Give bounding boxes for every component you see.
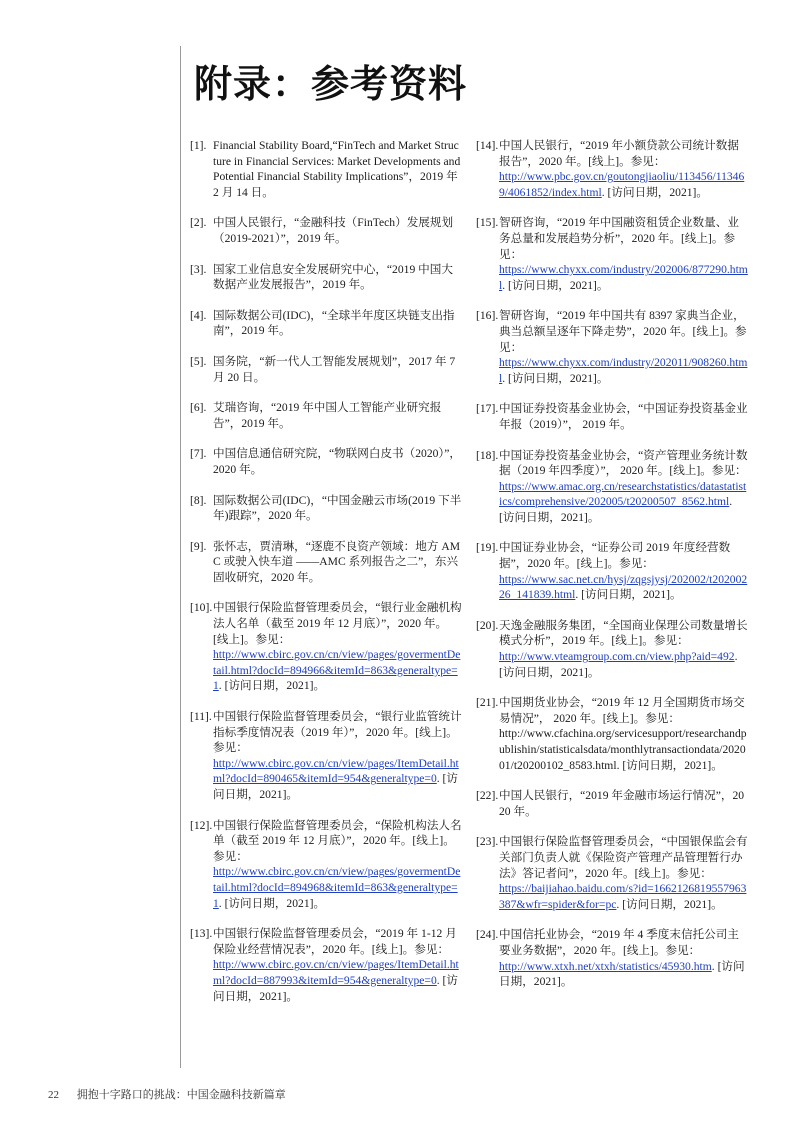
reference-body: [499, 215, 748, 293]
reference-body: [213, 539, 462, 586]
reference-text: 张怀志，贾清琳，“逐鹿不良资产领域：地方 AMC 或驶入快车道 ——AMC 系列报告之二”，东兴固收研究，2020 年。: [213, 539, 461, 584]
reference-link[interactable]: http://www.cbirc.gov.cn/cn/view/pages/ItemDetail.html?docId=887993&itemId=954&generaltype=0: [213, 958, 459, 987]
reference-link[interactable]: https://baijiahao.baidu.com/s?id=1662126819557963387&wfr=spider&for=pc: [499, 882, 747, 911]
reference-item: [190, 709, 462, 803]
page-title: 附录：参考资料: [194, 62, 468, 106]
reference-number: [3].: [190, 262, 207, 276]
reference-body: [499, 834, 748, 912]
reference-body: [499, 540, 748, 602]
reference-item: [190, 308, 462, 339]
reference-text: 中国证券业协会，“证券公司 2019 年度经营数据”，2020 年。[线上]。参见：: [499, 541, 731, 571]
reference-link[interactable]: http://www.xtxh.net/xtxh/statistics/45930.htm: [499, 959, 712, 973]
reference-access-date: . [访问日期，2021]。: [499, 495, 733, 524]
reference-number: [16].: [476, 309, 499, 323]
reference-text: 国际数据公司(IDC)，“中国金融云市场(2019 下半年)跟踪”，2020 年。: [213, 493, 462, 523]
reference-item: [190, 600, 462, 694]
column-divider: [180, 46, 181, 1068]
reference-number: [7].: [190, 447, 207, 461]
reference-number: [15].: [476, 216, 499, 230]
reference-item: [190, 138, 462, 200]
reference-access-date: . [访问日期，2021]。: [213, 973, 459, 1003]
reference-link[interactable]: http://www.cbirc.gov.cn/cn/view/pages/govermentDetail.html?docId=894968&itemId=863&generaltype=1: [213, 865, 461, 910]
reference-item: [476, 927, 748, 989]
reference-number: [14].: [476, 139, 499, 152]
reference-body: [213, 262, 462, 293]
reference-body: [213, 493, 462, 524]
reference-access-date: . [访问日期，2021]。: [616, 758, 723, 772]
reference-item: [190, 262, 462, 293]
reference-number: [24].: [476, 928, 499, 942]
reference-item: [476, 695, 748, 773]
reference-number: [20].: [476, 618, 499, 632]
reference-body: [213, 818, 462, 912]
reference-number: [1].: [190, 139, 207, 152]
reference-link[interactable]: https://www.chyxx.com/industry/202006/877290.html: [499, 263, 748, 292]
reference-number: [23].: [476, 835, 499, 849]
reference-body: [213, 926, 462, 1004]
reference-number: [18].: [476, 448, 499, 462]
reference-item: [190, 446, 462, 477]
reference-text: 中国证券投资基金业协会，“中国证券投资基金业年报（2019）”， 2019 年。: [499, 402, 748, 431]
reference-number: [19].: [476, 541, 499, 555]
reference-item: [190, 539, 462, 586]
references-left-column: [190, 138, 462, 1019]
reference-text: 智研咨询，“2019 年中国共有 8397 家典当企业，典当总额呈逐年下降走势”，2020 年。[线上]。参见：: [499, 309, 747, 354]
reference-number: [5].: [190, 354, 207, 368]
reference-access-date: . [访问日期，2021]。: [218, 679, 326, 693]
reference-access-date: . [访问日期，2021]。: [502, 278, 609, 292]
reference-number: [21].: [476, 696, 499, 710]
reference-text: 中国银行保险监督管理委员会，“银行业监管统计指标季度情况表（2019 年）”，2020 年。[线上]。参见：: [213, 710, 462, 755]
reference-access-date: . [访问日期，2021]。: [502, 371, 609, 385]
reference-number: [13].: [190, 927, 213, 941]
reference-text: 中国人民银行，“2019 年小额贷款公司统计数据报告”，2020 年。[线上]。参见：: [499, 139, 739, 168]
reference-access-date: . [访问日期，2021]。: [218, 896, 326, 910]
reference-item: [476, 618, 748, 680]
reference-text: 中国银行保险监督管理委员会，“2019 年 1-12 月保险业经营情况表”，2020 年。[线上]。参见：: [213, 927, 457, 956]
reference-link[interactable]: https://www.sac.net.cn/hysj/zqgsjysj/202002/t20200226_141839.html: [499, 572, 748, 602]
reference-item: [190, 215, 462, 246]
reference-access-date: . [访问日期，2021]。: [213, 772, 459, 801]
reference-number: [11].: [190, 710, 212, 724]
reference-item: [476, 215, 748, 293]
reference-text: 中国证券投资基金业协会，“资产管理业务统计数据（2019 年四季度）”， 2020 年。[线上]。参见：: [499, 448, 748, 478]
reference-body: [213, 600, 462, 694]
reference-number: [10].: [190, 601, 213, 615]
reference-item: [476, 401, 748, 432]
reference-text: 中国银行保险监督管理委员会，“保险机构法人名单（截至 2019 年 12 月底）”，2020 年。[线上]。参见：: [213, 818, 462, 863]
reference-link[interactable]: https://www.chyxx.com/industry/202011/908260.html: [499, 356, 748, 385]
reference-number: [4].: [190, 308, 207, 322]
reference-text: Financial Stability Board,“FinTech and Market Structure in Financial Services: Market Developments and Potential Financial Stability Implications”，2019 年 2 月 14 日。: [213, 139, 461, 199]
reference-item: [476, 308, 748, 386]
reference-access-date: . [访问日期，2021]。: [499, 959, 745, 989]
page-number: 22: [48, 1089, 59, 1101]
reference-item: [190, 400, 462, 431]
reference-body: [499, 401, 748, 432]
reference-access-date: . [访问日期，2021]。: [601, 185, 709, 199]
reference-body: [213, 400, 462, 431]
reference-text: 国际数据公司(IDC)，“全球半年度区块链支出指南”，2019 年。: [213, 308, 455, 338]
reference-text: 艾瑞咨询，“2019 年中国人工智能产业研究报告”，2019 年。: [213, 401, 442, 430]
reference-link[interactable]: http://www.pbc.gov.cn/goutongjiaoliu/113456/113469/4061852/index.html: [499, 170, 745, 199]
reference-number: [17].: [476, 402, 499, 416]
reference-number: [8].: [190, 493, 207, 507]
reference-number: [22].: [476, 789, 499, 803]
reference-text: 中国信托业协会，“2019 年 4 季度末信托公司主要业务数据”，2020 年。[线上]。参见：: [499, 928, 739, 957]
reference-body: [499, 618, 748, 680]
reference-item: [190, 818, 462, 912]
reference-body: [213, 308, 462, 339]
reference-body: [213, 709, 462, 803]
reference-item: [476, 138, 748, 200]
reference-body: [499, 788, 748, 819]
reference-text: 天逸金融服务集团，“全国商业保理公司数量增长模式分析”，2019 年。[线上]。参见：: [499, 618, 748, 648]
reference-text: 中国信息通信研究院，“物联网白皮书（2020）”，2020 年。: [213, 447, 461, 476]
footer-text: 拥抱十字路口的挑战：中国金融科技新篇章: [76, 1089, 286, 1101]
reference-body: [499, 448, 748, 526]
reference-item: [476, 788, 748, 819]
reference-body: [499, 138, 748, 200]
reference-link[interactable]: http://www.vteamgroup.com.cn/view.php?aid=492: [499, 650, 735, 664]
reference-body: [213, 215, 462, 246]
reference-text: 中国银行保险监督管理委员会，“中国银保监会有关部门负责人就《保险资产管理产品管理暂行办法》答记者问”，2020 年。[线上]。参见：: [499, 835, 748, 880]
reference-item: [190, 926, 462, 1004]
reference-body: [499, 308, 748, 386]
reference-text: 国家工业信息安全发展研究中心，“2019 中国大数据产业发展报告”，2019 年。: [213, 262, 453, 292]
reference-text: 智研咨询，“2019 年中国融资租赁企业数量、业务总量和发展趋势分析”，2020 年。[线上]。参见：: [499, 216, 739, 261]
reference-item: [190, 493, 462, 524]
reference-text: 中国人民银行，“2019 年金融市场运行情况”，2020 年。: [499, 789, 745, 818]
reference-access-date: . [访问日期，2021]。: [575, 588, 682, 602]
reference-item: [190, 354, 462, 385]
reference-text: 国务院，“新一代人工智能发展规划”，2017 年 7 月 20 日。: [213, 354, 456, 384]
reference-number: [12].: [190, 818, 213, 832]
reference-text: 中国人民银行，“金融科技（FinTech）发展规划（2019-2021）”，2019 年。: [213, 216, 454, 245]
reference-body: [213, 446, 462, 477]
reference-item: [476, 834, 748, 912]
reference-text: 中国期货业协会，“2019 年 12 月全国期货市场交易情况”， 2020 年。[线上]。参见：: [499, 696, 745, 725]
page-footer: [48, 1086, 286, 1102]
reference-body: [213, 138, 462, 200]
reference-link[interactable]: http://www.cbirc.gov.cn/cn/view/pages/ItemDetail.html?docId=890465&itemId=954&generaltype=0: [213, 756, 459, 786]
reference-access-date: . [访问日期，2021]。: [499, 650, 738, 679]
reference-number: [2].: [190, 216, 207, 230]
reference-number: [6].: [190, 401, 207, 415]
reference-link[interactable]: http://www.cbirc.gov.cn/cn/view/pages/govermentDetail.html?docId=894966&itemId=863&generaltype=1: [213, 648, 461, 693]
reference-access-date: . [访问日期，2021]。: [616, 897, 723, 911]
reference-body: [499, 695, 748, 773]
reference-body: [499, 927, 748, 989]
reference-link[interactable]: https://www.amac.org.cn/researchstatistics/datastatistics/comprehensive/202005/t20200507_8562.html: [499, 479, 747, 509]
reference-number: [9].: [190, 539, 207, 553]
references-right-column: [476, 138, 748, 1005]
reference-body: [213, 354, 462, 385]
reference-item: [476, 448, 748, 526]
reference-item: [476, 540, 748, 602]
reference-url-text: http://www.cfachina.org/servicesupport/researchandpublishin/statisticalsdata/monthlytransactiondata/202001/t20200102_8583.html: [499, 727, 747, 772]
reference-text: 中国银行保险监督管理委员会，“银行业金融机构法人名单（截至 2019 年 12 月底）”，2020 年。[线上]。参见：: [213, 601, 462, 646]
